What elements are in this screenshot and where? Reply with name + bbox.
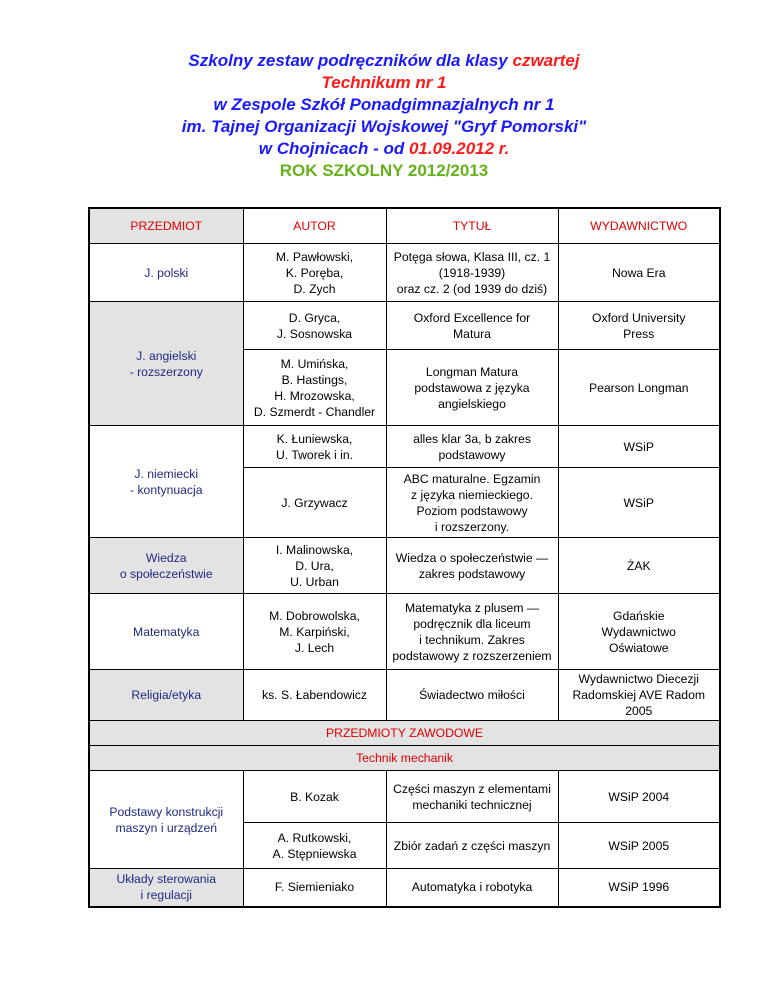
table-row — [89, 538, 720, 594]
heading-line-4: im. Tajnej Organizacji Wojskowej "Gryf Pomorski" — [181, 117, 587, 136]
publisher-cell: WSiP 2004 — [558, 771, 720, 823]
header-row — [89, 208, 720, 244]
col-header-publisher: WYDAWNICTWO — [558, 208, 720, 244]
title-cell: Zbiór zadań z części maszyn — [386, 823, 558, 869]
title-cell: Potęga słowa, Klasa III, cz. 1 (1918-1939) oraz cz. 2 (od 1939 do dziś) — [386, 244, 558, 302]
school-year: ROK SZKOLNY 2012/2013 — [279, 161, 489, 180]
heading-line-1: Szkolny zestaw podręczników dla klasy czwartej — [188, 51, 580, 70]
section-row — [89, 721, 720, 746]
publisher-cell: WSiP — [558, 468, 720, 538]
section-vocational: PRZEDMIOTY ZAWODOWE — [89, 721, 720, 746]
title-cell: Oxford Excellence for Matura — [386, 302, 558, 350]
author-cell: I. Malinowska, D. Ura, U. Urban — [243, 538, 386, 594]
heading-line-3: w Zespole Szkół Ponadgimnazjalnych nr 1 — [213, 95, 555, 114]
heading-line-5: w Chojnicach - od 01.09.2012 r. — [258, 139, 510, 158]
table-row — [89, 426, 720, 468]
publisher-cell: Wydawnictwo Diecezji Radomskiej AVE Radom 2005 — [558, 670, 720, 721]
section-specialty: Technik mechanik — [89, 746, 720, 771]
title-cell: Części maszyn z elementami mechaniki technicznej — [386, 771, 558, 823]
author-cell: F. Siemieniako — [243, 869, 386, 907]
section-row — [89, 746, 720, 771]
col-header-subject: PRZEDMIOT — [89, 208, 243, 244]
publisher-cell: Gdańskie Wydawnictwo Oświatowe — [558, 594, 720, 670]
author-cell: J. Grzywacz — [243, 468, 386, 538]
author-cell: ks. S. Łabendowicz — [243, 670, 386, 721]
title-cell: ABC maturalne. Egzamin z języka niemieckiego. Poziom podstawowy i rozszerzony. — [386, 468, 558, 538]
publisher-cell: Pearson Longman — [558, 350, 720, 426]
publisher-cell: WSiP 2005 — [558, 823, 720, 869]
author-cell: M. Dobrowolska, M. Karpiński, J. Lech — [243, 594, 386, 670]
author-cell: A. Rutkowski, A. Stępniewska — [243, 823, 386, 869]
subject-cell: J. polski — [89, 244, 243, 302]
publisher-cell: Nowa Era — [558, 244, 720, 302]
title-cell: Automatyka i robotyka — [386, 869, 558, 907]
title-cell: Longman Matura podstawowa z języka angielskiego — [386, 350, 558, 426]
publisher-cell: WSiP — [558, 426, 720, 468]
author-cell: M. Umińska, B. Hastings, H. Mrozowska, D. Szmerdt - Chandler — [243, 350, 386, 426]
subject-cell: Matematyka — [89, 594, 243, 670]
subject-cell: J. niemiecki - kontynuacja — [89, 426, 243, 538]
col-header-author: AUTOR — [243, 208, 386, 244]
subject-cell: J. angielski - rozszerzony — [89, 302, 243, 426]
subject-cell: Układy sterowania i regulacji — [89, 869, 243, 907]
document-heading — [0, 50, 768, 182]
table-row — [89, 771, 720, 823]
title-cell: Matematyka z plusem — podręcznik dla liceum i technikum. Zakres podstawowy z rozszerzeniem — [386, 594, 558, 670]
title-cell: Wiedza o społeczeństwie — zakres podstawowy — [386, 538, 558, 594]
author-cell: D. Gryca, J. Sosnowska — [243, 302, 386, 350]
table-row — [89, 670, 720, 721]
table-row — [89, 594, 720, 670]
publisher-cell: Oxford University Press — [558, 302, 720, 350]
author-cell: M. Pawłowski, K. Poręba, D. Zych — [243, 244, 386, 302]
table-row — [89, 869, 720, 907]
table-row — [89, 302, 720, 350]
subject-cell: Podstawy konstrukcji maszyn i urządzeń — [89, 771, 243, 869]
heading-line-2: Technikum nr 1 — [321, 73, 447, 92]
title-cell: alles klar 3a, b zakres podstawowy — [386, 426, 558, 468]
publisher-cell: WSiP 1996 — [558, 869, 720, 907]
subject-cell: Wiedza o społeczeństwie — [89, 538, 243, 594]
table-row — [89, 244, 720, 302]
title-cell: Świadectwo miłości — [386, 670, 558, 721]
col-header-title: TYTUŁ — [386, 208, 558, 244]
subject-cell: Religia/etyka — [89, 670, 243, 721]
textbook-table — [88, 207, 721, 908]
author-cell: K. Łuniewska, U. Tworek i in. — [243, 426, 386, 468]
author-cell: B. Kozak — [243, 771, 386, 823]
publisher-cell: ŻAK — [558, 538, 720, 594]
